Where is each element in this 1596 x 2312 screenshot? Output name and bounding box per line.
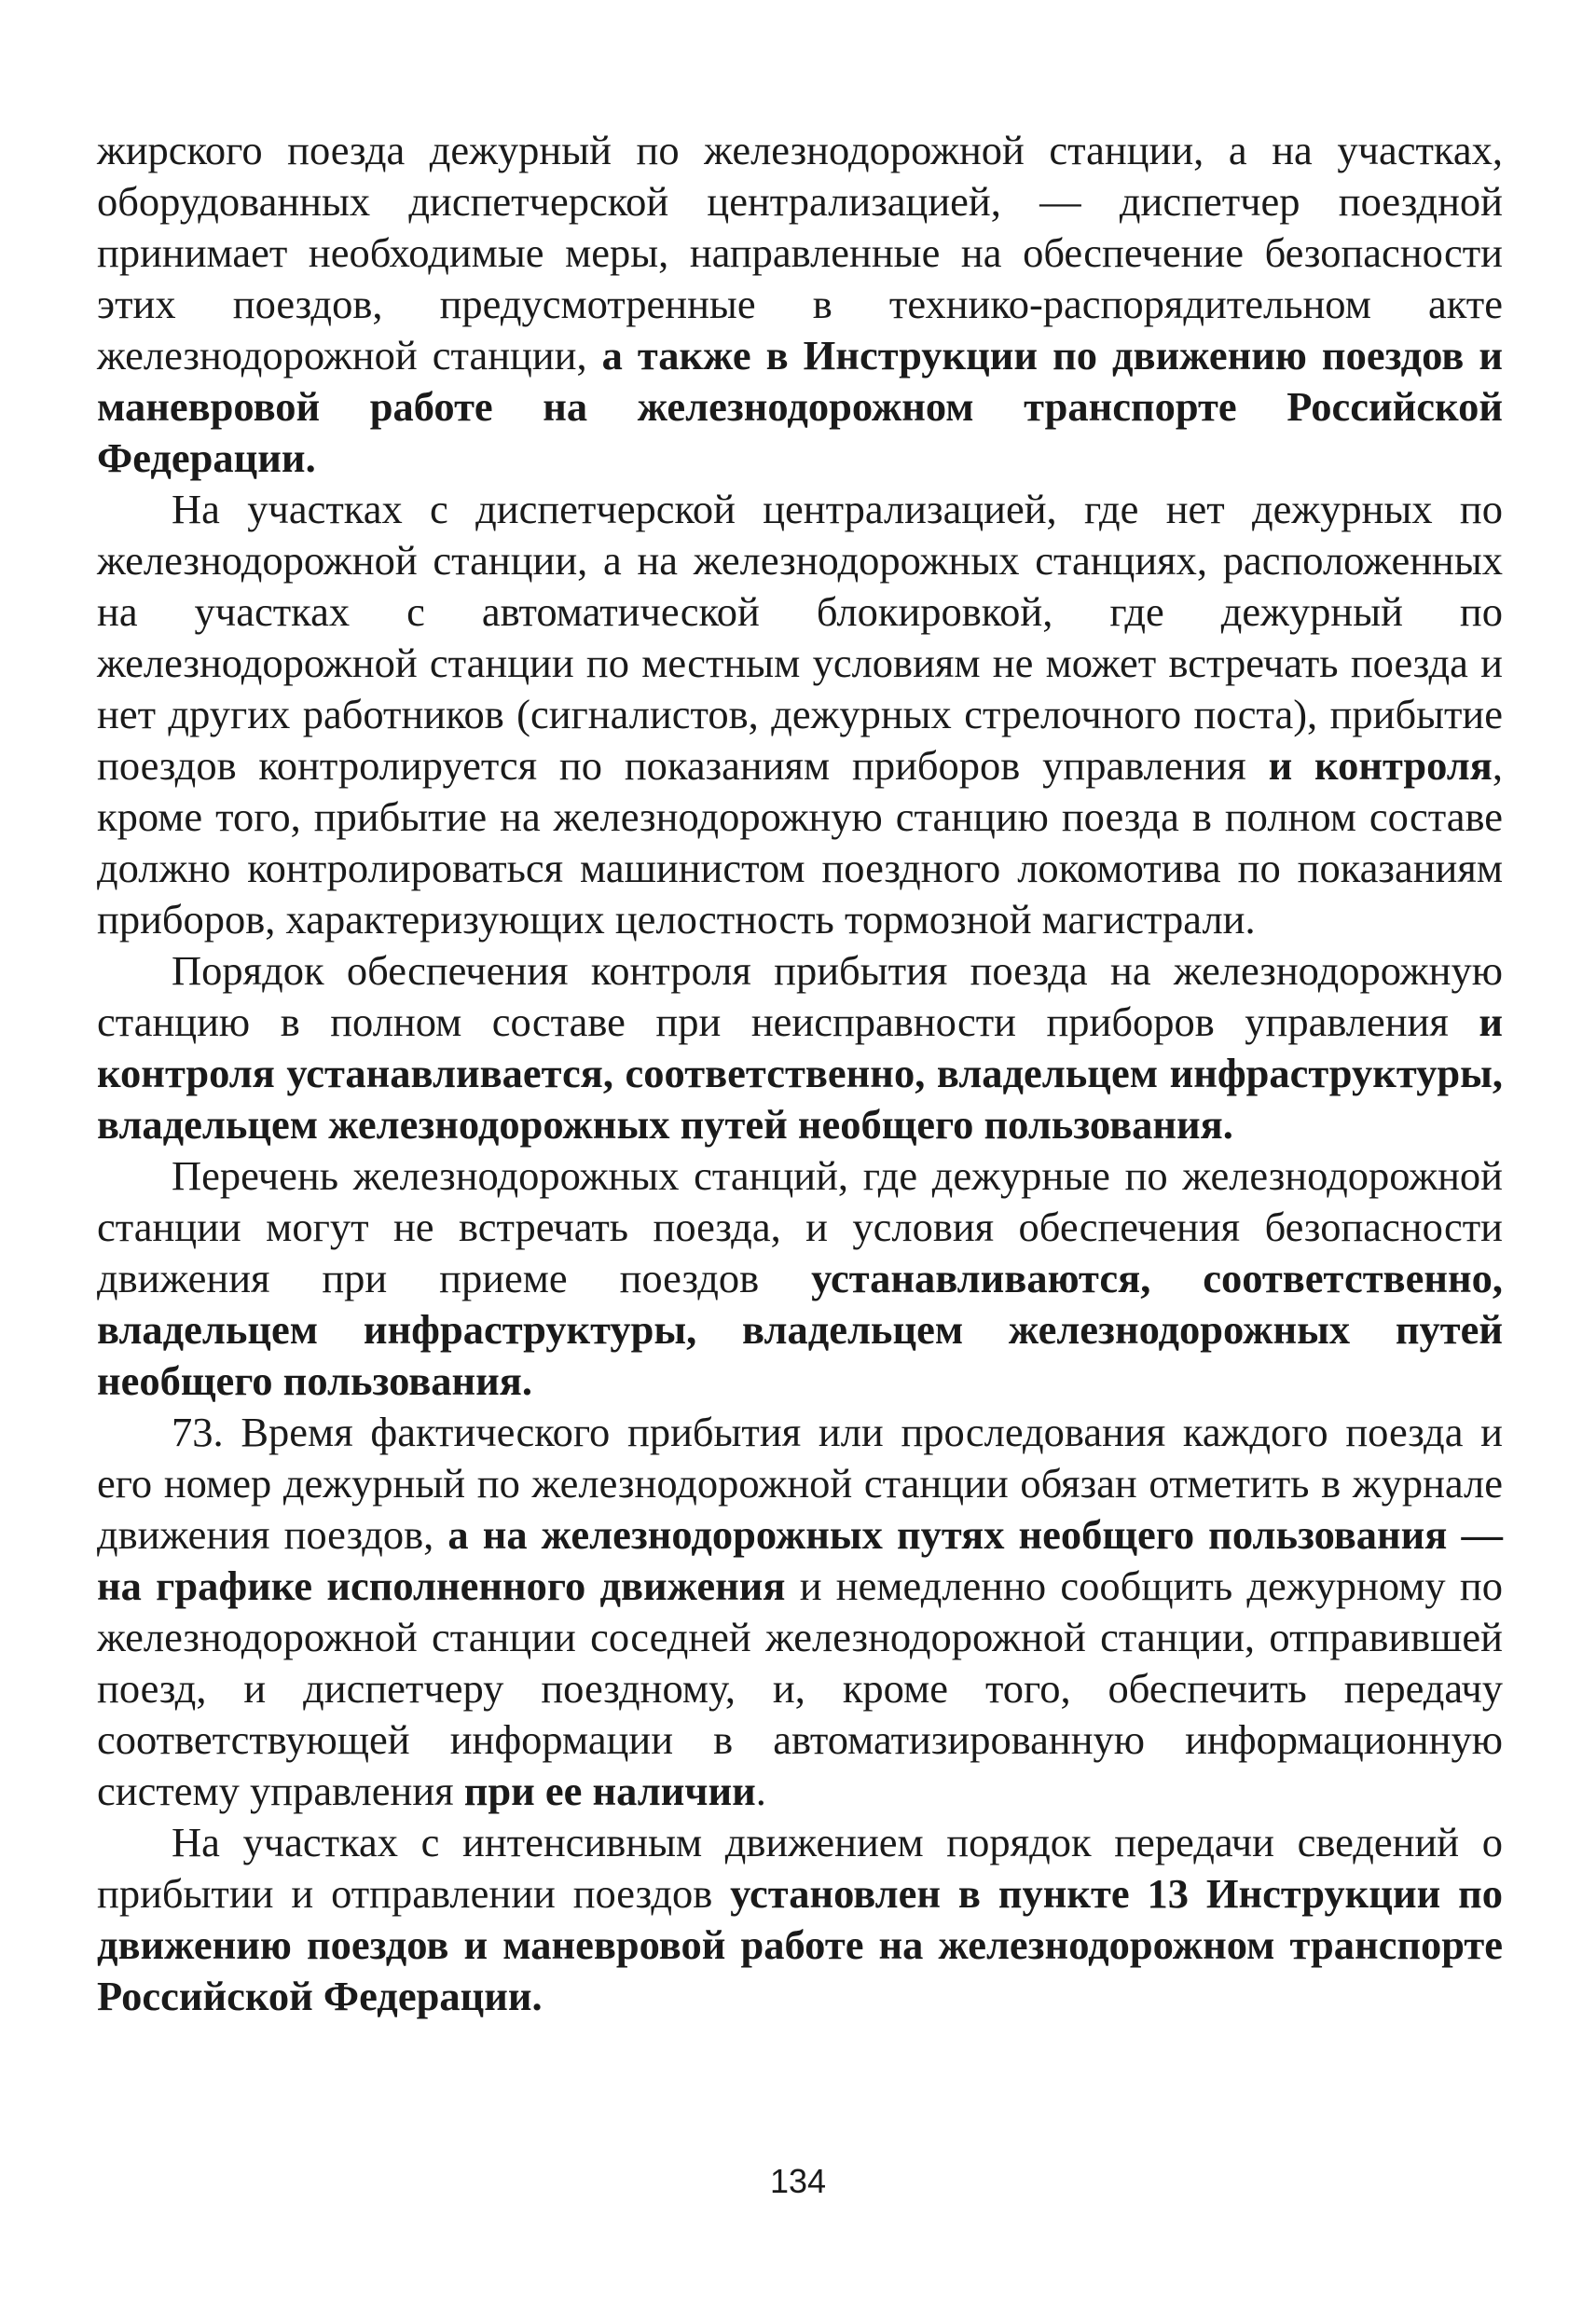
paragraph-item-73 <box>97 1407 1503 1817</box>
paragraph-arrival-control-order <box>97 945 1503 1150</box>
text-run: . <box>755 1768 766 1814</box>
text-run: На участках с интенсивным движением порядок передачи сведений о прибытии и отправлении поездов <box>97 1819 1503 1917</box>
page-body-text <box>97 125 1503 2022</box>
bold-text-run: и контроля <box>1268 742 1493 789</box>
paragraph-continuation <box>97 125 1503 484</box>
text-run: Перечень железнодорожных станций, где дежурные по железнодорожной станции могут не встречать поезда, и условия обеспечения безопасности движения при приеме поездов <box>97 1152 1503 1301</box>
paragraph-station-list <box>97 1150 1503 1407</box>
text-run: Порядок обеспечения контроля прибытия поезда на железнодорожную станцию в полном составе при неисправности приборов управления <box>97 947 1503 1045</box>
text-run: и немедленно сообщить дежурному по железнодорожной станции соседней железнодорожной станции, отправившей поезд, и диспетчеру поездному, и, кроме того, обеспечить передачу соответствующей информации в автоматизированную информационную систему управления <box>97 1562 1503 1814</box>
text-run: , кроме того, прибытие на железнодорожную станцию поезда в полном составе должно контролироваться машинистом поездного локомотива по показаниям приборов, характеризующих целостность тормозной магистрали. <box>97 742 1503 943</box>
bold-text-run: при ее наличии <box>463 1768 756 1814</box>
page-number: 134 <box>769 2162 827 2200</box>
text-run: На участках с диспетчерской централизацией, где нет дежурных по железнодорожной станции, а на железнодорожных станциях, расположенных на участках с автоматической блокировкой, где дежурный по железнодорожной станции по местным условиям не может встречать поезда и нет других работников (сигналистов, дежурных стрелочного поста), прибытие поездов контролируется по показаниям приборов управления <box>97 486 1503 789</box>
paragraph-intensive-traffic <box>97 1817 1503 2022</box>
bold-text-run: и контроля устанавливается, соответственно, владельцем инфраструктуры, владельцем железнодорожных путей необщего пользования. <box>97 998 1503 1148</box>
text-run: 73. Время фактического прибытия или проследования каждого поезда и его номер дежурный по железнодорожной станции обязан отметить в журнале движения поездов, <box>97 1409 1503 1558</box>
bold-text-run: а на железнодорожных путях необщего пользования — на графике исполненного движения <box>97 1511 1503 1609</box>
bold-text-run: установлен в пункте 13 Инструкции по движению поездов и маневровой работе на железнодорожном транспорте Российской Федерации. <box>97 1870 1503 2019</box>
bold-text-run: устанавливаются, соответственно, владельцем инфраструктуры, владельцем железнодорожных путей необщего пользования. <box>97 1255 1503 1404</box>
text-run: жирского поезда дежурный по железнодорожной станции, а на участках, оборудованных диспетчерской централизацией, — диспетчер поездной принимает необходимые меры, направленные на обеспечение безопасности этих поездов, предусмотренные в технико-распорядительном акте железнодорожной станции, <box>97 127 1503 378</box>
paragraph-dispatcher-centralization <box>97 484 1503 945</box>
bold-text-run: а также в Инструкции по движению поездов и маневровой работе на железнодорожном транспорте Российской Федерации. <box>97 332 1503 481</box>
